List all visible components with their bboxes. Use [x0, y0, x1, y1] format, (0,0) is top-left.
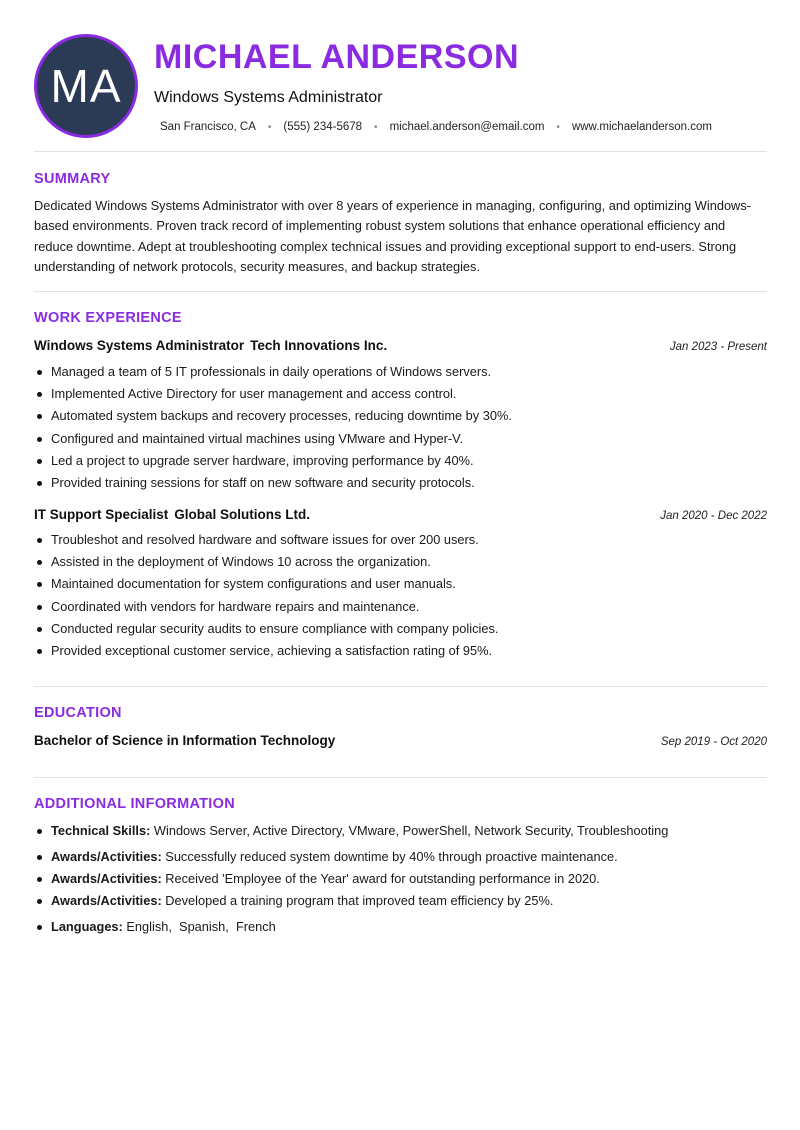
- list-item: Provided exceptional customer service, achieving a satisfaction rating of 95%.: [34, 640, 767, 662]
- contact-email[interactable]: michael.anderson@email.com: [389, 121, 545, 133]
- education-dates: Sep 2019 - Oct 2020: [660, 736, 767, 748]
- list-item: [34, 870, 767, 888]
- contact-location: San Francisco, CA: [160, 121, 256, 133]
- additional-heading: ADDITIONAL INFORMATION: [34, 796, 235, 812]
- job-role-line: [34, 338, 387, 353]
- job-company: Global Solutions Ltd.: [174, 507, 311, 522]
- info-text: English, Spanish, French: [126, 919, 276, 934]
- education-entry: [34, 733, 767, 748]
- divider: [34, 777, 767, 778]
- summary-heading: SUMMARY: [34, 171, 111, 187]
- job-bullets: [34, 529, 767, 662]
- job-dates: Jan 2020 - Dec 2022: [660, 510, 767, 522]
- bullet-separator: •: [374, 121, 378, 133]
- candidate-name: MICHAEL ANDERSON: [154, 38, 520, 76]
- contact-line: [160, 121, 712, 133]
- additional-list: [34, 822, 767, 936]
- education-heading: EDUCATION: [34, 705, 122, 721]
- info-label: Languages:: [51, 919, 123, 934]
- list-item: Conducted regular security audits to ensure compliance with company policies.: [34, 618, 767, 640]
- job-bullets: [34, 361, 767, 494]
- candidate-title: Windows Systems Administrator: [154, 89, 383, 106]
- divider: [34, 291, 767, 292]
- list-item: Troubleshot and resolved hardware and software issues for over 200 users.: [34, 529, 767, 551]
- list-item: [34, 848, 767, 866]
- job-role: IT Support Specialist: [34, 507, 169, 522]
- job-dates: Jan 2023 - Present: [669, 341, 767, 353]
- avatar: [34, 34, 138, 138]
- info-label: Awards/Activities:: [51, 871, 162, 886]
- contact-website[interactable]: www.michaelanderson.com: [571, 121, 712, 133]
- job-company: Tech Innovations Inc.: [250, 338, 388, 353]
- info-label: Awards/Activities:: [51, 849, 162, 864]
- info-text: Developed a training program that improved team efficiency by 25%.: [165, 893, 554, 908]
- list-item: Implemented Active Directory for user management and access control.: [34, 383, 767, 405]
- list-item: [34, 892, 767, 910]
- experience-heading: WORK EXPERIENCE: [34, 310, 182, 326]
- divider: [34, 686, 767, 687]
- divider: [34, 151, 767, 152]
- avatar-initials: MA: [50, 60, 122, 112]
- list-item: Led a project to upgrade server hardware, improving performance by 40%.: [34, 450, 767, 472]
- info-label: Awards/Activities:: [51, 893, 162, 908]
- job-role-line: [34, 507, 310, 522]
- list-item: Provided training sessions for staff on new software and security protocols.: [34, 472, 767, 494]
- job-entry-header: [34, 507, 767, 522]
- info-label: Technical Skills:: [51, 823, 151, 838]
- list-item: [34, 918, 767, 936]
- list-item: Assisted in the deployment of Windows 10 across the organization.: [34, 551, 767, 573]
- degree: Bachelor of Science in Information Technology: [34, 733, 336, 748]
- info-text: Successfully reduced system downtime by 40% through proactive maintenance.: [165, 849, 618, 864]
- contact-phone: (555) 234-5678: [283, 121, 363, 133]
- info-text: Received 'Employee of the Year' award for outstanding performance in 2020.: [165, 871, 600, 886]
- list-item: [34, 822, 767, 840]
- list-item: Coordinated with vendors for hardware repairs and maintenance.: [34, 596, 767, 618]
- summary-text: Dedicated Windows Systems Administrator with over 8 years of experience in managing, configuring, and optimizing Windows-based environments. Proven track record of implementing robust system solutions that enhance operational efficiency and reduce downtime. Adept at troubleshooting complex technical issues and providing exceptional support to end-users. Strong understanding of network protocols, security measures, and backup strategies.: [34, 198, 751, 274]
- job-role: Windows Systems Administrator: [34, 338, 245, 353]
- bullet-separator: •: [556, 121, 560, 133]
- list-item: Maintained documentation for system configurations and user manuals.: [34, 573, 767, 595]
- list-item: Automated system backups and recovery processes, reducing downtime by 30%.: [34, 405, 767, 427]
- info-text: Windows Server, Active Directory, VMware, PowerShell, Network Security, Troubleshooting: [153, 823, 669, 838]
- list-item: Configured and maintained virtual machines using VMware and Hyper-V.: [34, 428, 767, 450]
- bullet-separator: •: [267, 121, 272, 133]
- job-entry-header: [34, 338, 767, 353]
- list-item: Managed a team of 5 IT professionals in daily operations of Windows servers.: [34, 361, 767, 383]
